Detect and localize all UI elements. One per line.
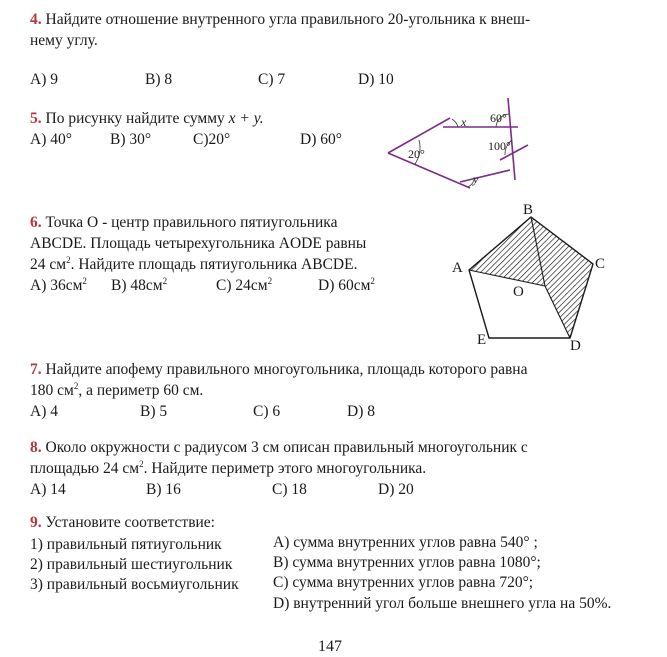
problem-5-text: По рисунку найдите сумму [45,110,225,127]
problem-6-number: 6. [30,214,42,231]
problem-4-option-c: C) 7 [258,71,286,88]
problem-5-option-d: D) 60° [300,131,342,148]
problem-9-right-b: B) сумма внутренних углов равна 1080°; [273,554,541,571]
fig6-label-a: A [452,260,463,276]
problem-9-right-d: D) внутренний угол больше внешнего угла на 50%. [273,595,612,612]
fig6-label-b: B [523,202,534,218]
problem-9-right-a: A) сумма внутренних углов равна 540° ; [273,534,538,551]
problem-9-left-3: 3) правильный восьмиугольник [30,576,239,593]
problem-6-option-a: A) $36см^2$ [30,276,87,294]
problem-5-number: 5. [30,110,42,127]
problem-6-option-c: C) $24см^2$ [216,276,273,294]
problem-6-text: Точка О - центр правильного пятиугольника [45,214,338,231]
problem-9-left-2: 2) правильный шестиугольник [30,556,233,573]
fig5-label-y: y [473,172,479,186]
problem-8-option-d: D) 20 [378,481,414,498]
fig6-label-e: E [477,332,487,348]
problem-8-option-a: A) 14 [30,481,66,498]
problem-9-title [30,513,215,533]
problem-4-option-a: A) 9 [30,71,58,88]
problem-7-option-a: A) 4 [30,403,58,420]
problem-4-line2: нему углу. [30,32,98,49]
problem-7-option-b: B) 5 [140,403,168,420]
problem-7-option-c: C) 6 [253,403,281,420]
problem-5-expression: x + y. [228,110,264,127]
fig5-label-x: x [461,115,467,129]
fig6-label-d: D [570,338,581,354]
problem-5-option-b: B) 30° [110,131,152,148]
problem-8-text: Около окружности с радиусом 3 см описан правильный многоугольник с [45,439,528,456]
problem-6-option-d: D) $60см^2$ [318,276,375,294]
problem-8-option-c: C) 18 [272,481,307,498]
problem-6-option-b: B) $48см^2$ [111,276,168,294]
fig5-label-60: 60° [490,111,507,125]
problem-9-right-c: C) сумма внутренних углов равна 720°; [273,574,534,591]
fig5-label-100: 100° [488,139,511,153]
problem-5-option-a: A) 40° [30,131,72,148]
page-number: 147 [318,638,342,655]
problem-5-option-c: C)20° [193,131,231,148]
problem-4-text: Найдите отношение внутренного угла правильного 20-угольника к внеш- [45,11,531,28]
problem-7-line1 [30,360,527,380]
problem-8-line2: площадью 24 $см^2$. Найдите периметр этого многоугольника. [30,459,427,477]
problem-7-text: Найдите апофему правильного многоугольника, площадь которого равна [45,361,528,378]
problem-4-option-b: B) 8 [145,71,173,88]
problem-8-number: 8. [30,439,42,456]
problem-8-option-b: B) 16 [146,481,181,498]
problem-9-number: 9. [30,514,42,531]
problem-6-line3: 24 $см^2$. Найдите площадь пятиугольника ABCDE. [30,255,358,273]
problem-9-text: Установите соответствие: [45,514,215,531]
problem-4-number: 4. [30,11,42,28]
problem-7-number: 7. [30,361,42,378]
problem-9-left-1: 1) правильный пятиугольник [30,536,222,553]
problem-7-option-d: D) 8 [347,403,375,420]
problem-7-line2: 180 $см^2$, а периметр 60 см. [30,381,204,399]
fig6-label-c: C [595,256,606,272]
problem-4-option-d: D) 10 [358,71,394,88]
problem-6-line2: ABCDE. Площадь четырехугольника AODE равны [30,235,367,252]
fig6-label-o: O [513,284,524,300]
fig5-label-20: 20° [408,147,425,161]
problem-8-line1 [30,438,528,458]
